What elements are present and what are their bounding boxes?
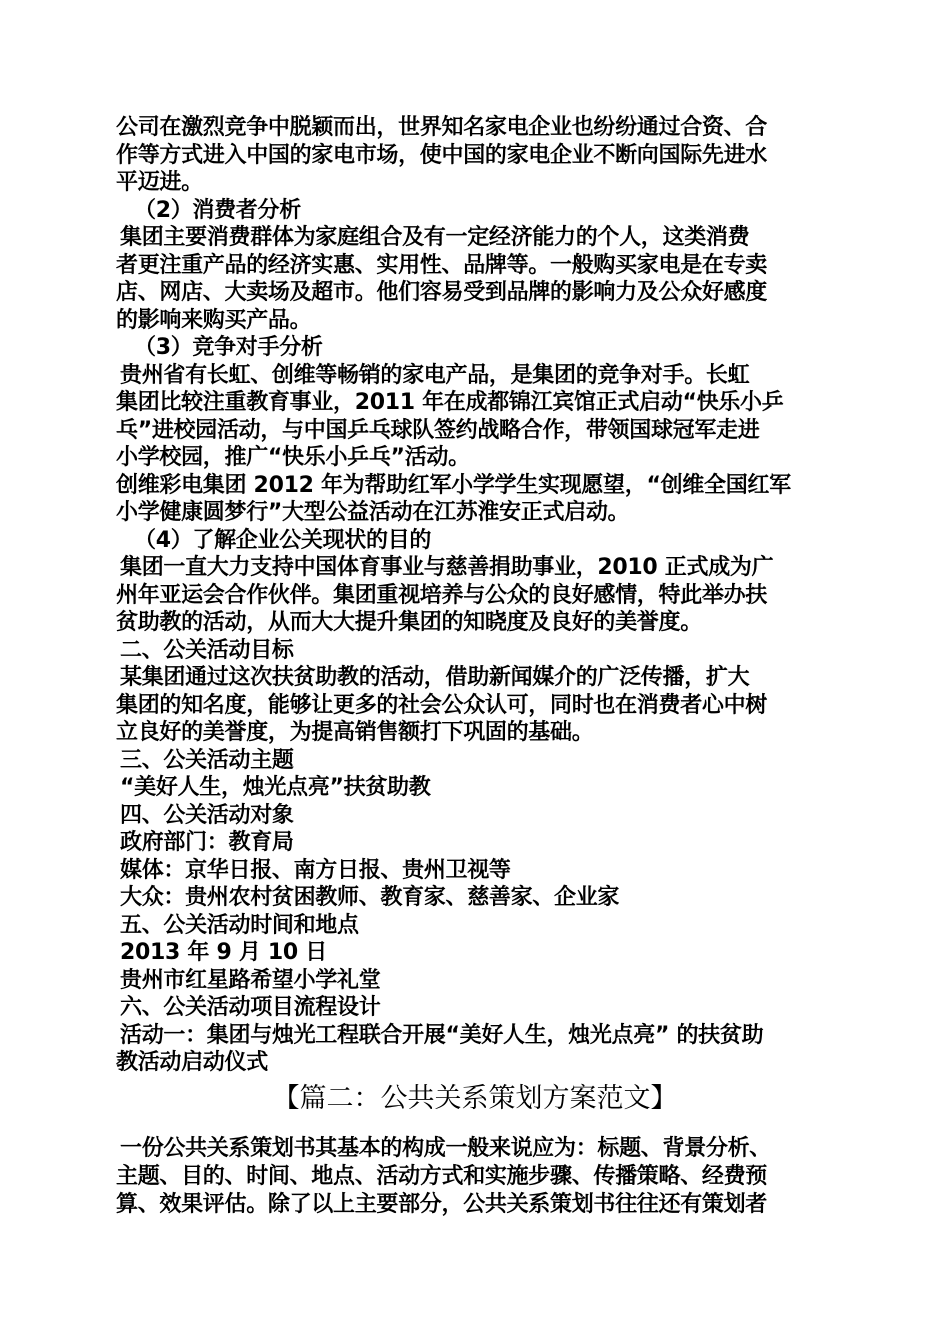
text-line: 集团主要消费群体为家庭组合及有一定经济能力的个人，这类消费 <box>120 225 750 250</box>
document-body <box>116 114 846 1077</box>
subheading: （2）消费者分析 <box>134 197 301 223</box>
section-title: 【篇二：公共关系策划方案范文】 <box>272 1083 678 1114</box>
text-line: 算、效果评估。除了以上主要部分，公共关系策划书往往还有策划者 <box>116 1192 768 1217</box>
text-line: 贫助教的活动，从而大大提升集团的知晓度及良好的美誉度。 <box>116 610 702 635</box>
text-line: 州年亚运会合作伙伴。集团重视培养与公众的良好感情，特此举办扶 <box>116 582 768 608</box>
text-line: 活动一：集团与烛光工程联合开展“美好人生，烛光点亮” 的扶贫助 <box>120 1022 764 1048</box>
text-line: 媒体：京华日报、南方日报、贵州卫视等 <box>120 857 511 883</box>
section-heading: 六、公关活动项目流程设计 <box>120 995 381 1020</box>
text-line: “美好人生，烛光点亮”扶贫助教 <box>120 775 431 800</box>
text-line: 小学校园，推广“快乐小乒乓”活动。 <box>116 445 470 470</box>
text-line: 集团的知名度，能够让更多的社会公众认可，同时也在消费者心中树 <box>116 692 768 718</box>
text-line: 集团一直大力支持中国体育事业与慈善捐助事业，2010 正式成为广 <box>120 555 774 580</box>
text-line: 者更注重产品的经济实惠、实用性、品牌等。一般购买家电是在专卖 <box>116 252 768 278</box>
text-line: 大众：贵州农村贫困教师、教育家、慈善家、企业家 <box>120 885 620 910</box>
text-line: 平迈进。 <box>116 170 203 195</box>
second-article-body <box>116 1135 846 1219</box>
text-line: 作等方式进入中国的家电市场，使中国的家电企业不断向国际先进水 <box>116 142 768 168</box>
section-heading: 四、公关活动对象 <box>120 802 294 828</box>
text-line: 一份公共关系策划书其基本的构成一般来说应为：标题、背景分析、 <box>120 1136 772 1161</box>
section-heading: 二、公关活动目标 <box>120 637 294 663</box>
text-line: 公司在激烈竞争中脱颖而出，世界知名家电企业也纷纷通过合资、合 <box>116 115 768 140</box>
text-line: 主题、目的、时间、地点、活动方式和实施步骤、传播策略、经费预 <box>116 1164 768 1189</box>
text-line: 教活动启动仪式 <box>116 1050 268 1075</box>
text-line: 集团比较注重教育事业，2011 年在成都锦江宾馆正式启动“快乐小乒 <box>116 390 784 415</box>
text-line: 创维彩电集团 2012 年为帮助红军小学学生实现愿望，“创维全国红军 <box>116 472 791 498</box>
section-heading: 三、公关活动主题 <box>120 747 294 773</box>
text-line: 的影响来购买产品。 <box>116 307 312 333</box>
text-line: 立良好的美誉度，为提高销售额打下巩固的基础。 <box>116 720 594 745</box>
subheading: （3）竞争对手分析 <box>134 335 323 360</box>
section-heading: 五、公关活动时间和地点 <box>120 912 359 938</box>
text-line: 政府部门：教育局 <box>120 830 294 855</box>
text-line: 2013 年 9 月 10 日 <box>120 940 327 965</box>
text-line: 某集团通过这次扶贫助教的活动，借助新闻媒介的广泛传播，扩大 <box>120 665 750 690</box>
text-line: 乓”进校园活动，与中国乒乓球队签约战略合作，带领国球冠军走进 <box>116 417 760 443</box>
text-line: 小学健康圆梦行”大型公益活动在江苏淮安正式启动。 <box>116 500 630 525</box>
text-line: 店、网店、大卖场及超市。他们容易受到品牌的影响力及公众好感度 <box>116 280 768 305</box>
text-line: 贵州市红星路希望小学礼堂 <box>120 967 381 993</box>
text-line: 贵州省有长虹、创维等畅销的家电产品，是集团的竞争对手。长虹 <box>120 362 750 388</box>
subheading: （4）了解企业公关现状的目的 <box>134 527 432 553</box>
